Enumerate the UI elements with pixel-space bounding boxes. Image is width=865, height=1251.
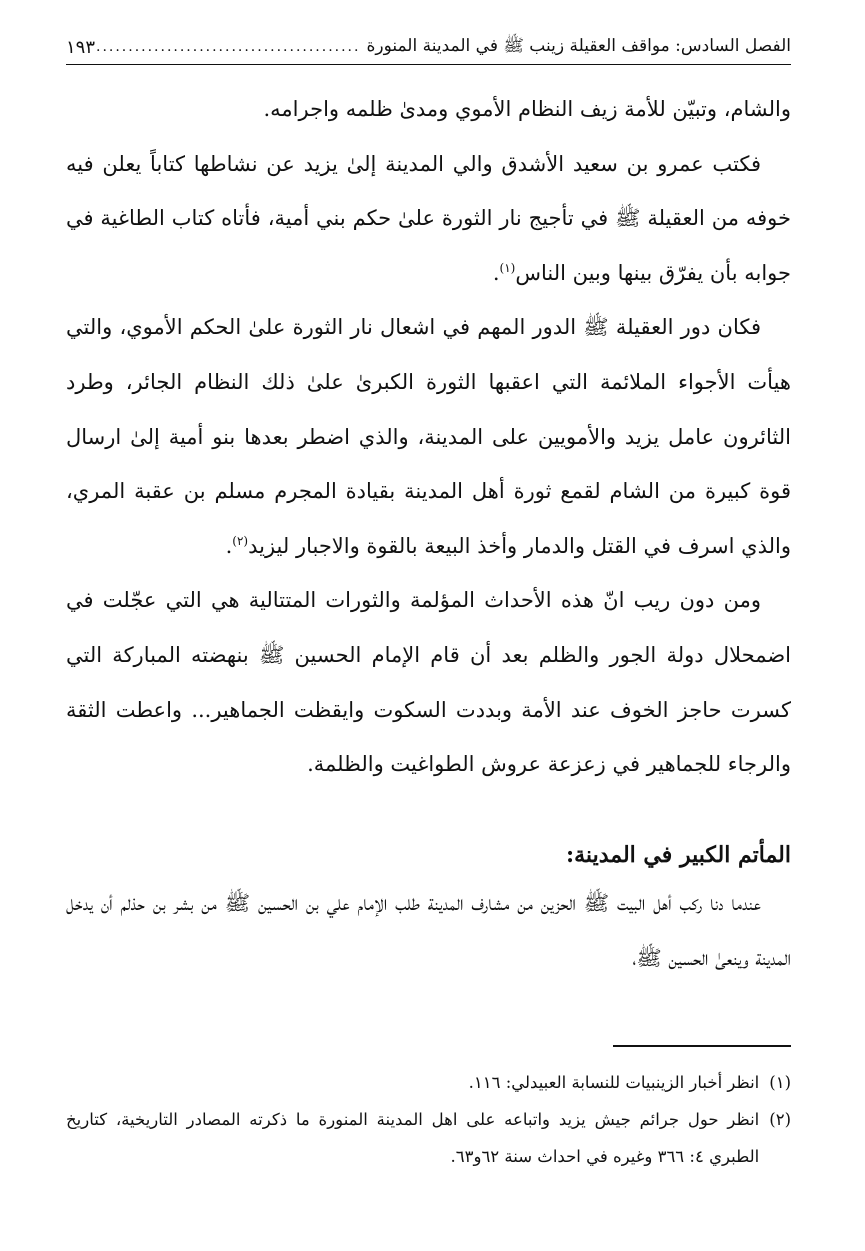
section-body bbox=[66, 876, 791, 985]
paragraph: فكتب عمرو بن سعيد الأشدق والي المدينة إلىٰ يزيد عن نشاطها كتاباً يعلن فيه خوفه من العقيلة ﷺ في تأجيج نار الثورة علىٰ حكم بني أمية، فأتاه كتاب الطاغية في جوابه بأن يفرّق بينها وبين الناس$^{(١)}$. bbox=[66, 151, 791, 285]
running-header bbox=[66, 30, 791, 65]
paragraph: فكان دور العقيلة ﷺ الدور المهم في اشعال نار الثورة علىٰ الحكم الأموي، والتي هيأت الأجواء الملائمة التي اعقبها الثورة الكبرىٰ علىٰ ذلك النظام الجائر، وطرد الثائرون عامل يزيد والأمويين على المدينة، والذي اضطر بعدها بنو أمية إلىٰ ارسال قوة كبيرة من الشام لقمع ثورة أهل المدينة بقيادة المجرم مسلم بن عقبة المري، والذي اسرف في القتل والدمار وأخذ البيعة بالقوة والاجبار ليزيد$^{(٢)}$. bbox=[66, 315, 791, 558]
footnote-text: انظر حول جرائم جيش يزيد واتباعه على اهل المدينة المنورة ما ذكرته المصادر التاريخية، كتاريخ الطبري ٤: ٣٦٦ وغيره في احداث سنة ٦٢و٦٣. bbox=[66, 1110, 760, 1166]
leader-dots bbox=[95, 39, 366, 55]
main-text bbox=[66, 82, 791, 792]
footnote-separator bbox=[613, 1045, 791, 1047]
paragraph: عندما دنا ركب أهل البيت ﷺ الحزين من مشارف المدينة طلب الإمام علي بن الحسين ﷺ من بشر بن حذلم أن يدخل المدينة وينعىٰ الحسين ﷺ، bbox=[66, 891, 791, 970]
section-heading: المأتم الكبير في المدينة: bbox=[566, 842, 791, 868]
footnote-number: (٢) bbox=[769, 1110, 791, 1129]
footnote bbox=[66, 1101, 791, 1175]
footnote bbox=[66, 1064, 791, 1101]
footnote-text: انظر أخبار الزينبيات للنسابة العبيدلي: ١١٦. bbox=[468, 1073, 760, 1092]
footnotes bbox=[66, 1064, 791, 1175]
footnote-number: (١) bbox=[769, 1073, 791, 1092]
paragraph: ومن دون ريب انّ هذه الأحداث المؤلمة والثورات المتتالية هي التي عجّلت في اضمحلال دولة الجور والظلم بعد أن قام الإمام الحسين ﷺ بنهضته المباركة التي كسرت حاجز الخوف عند الأمة وبددت السكوت وايقظت الجماهير... واعطت الثقة والرجاء للجماهير في زعزعة عروش الطواغيت والظلمة. bbox=[66, 588, 791, 777]
page-number: ١٩٣ bbox=[66, 36, 96, 58]
footnote-ref: (١) bbox=[499, 260, 516, 275]
chapter-title: الفصل السادس: مواقف العقيلة زينب ﷺ في المدينة المنورة bbox=[366, 35, 791, 56]
paragraph: والشام، وتبيّن للأمة زيف النظام الأموي ومدىٰ ظلمه واجرامه. bbox=[263, 97, 791, 121]
footnote-ref: (٢) bbox=[232, 533, 249, 548]
